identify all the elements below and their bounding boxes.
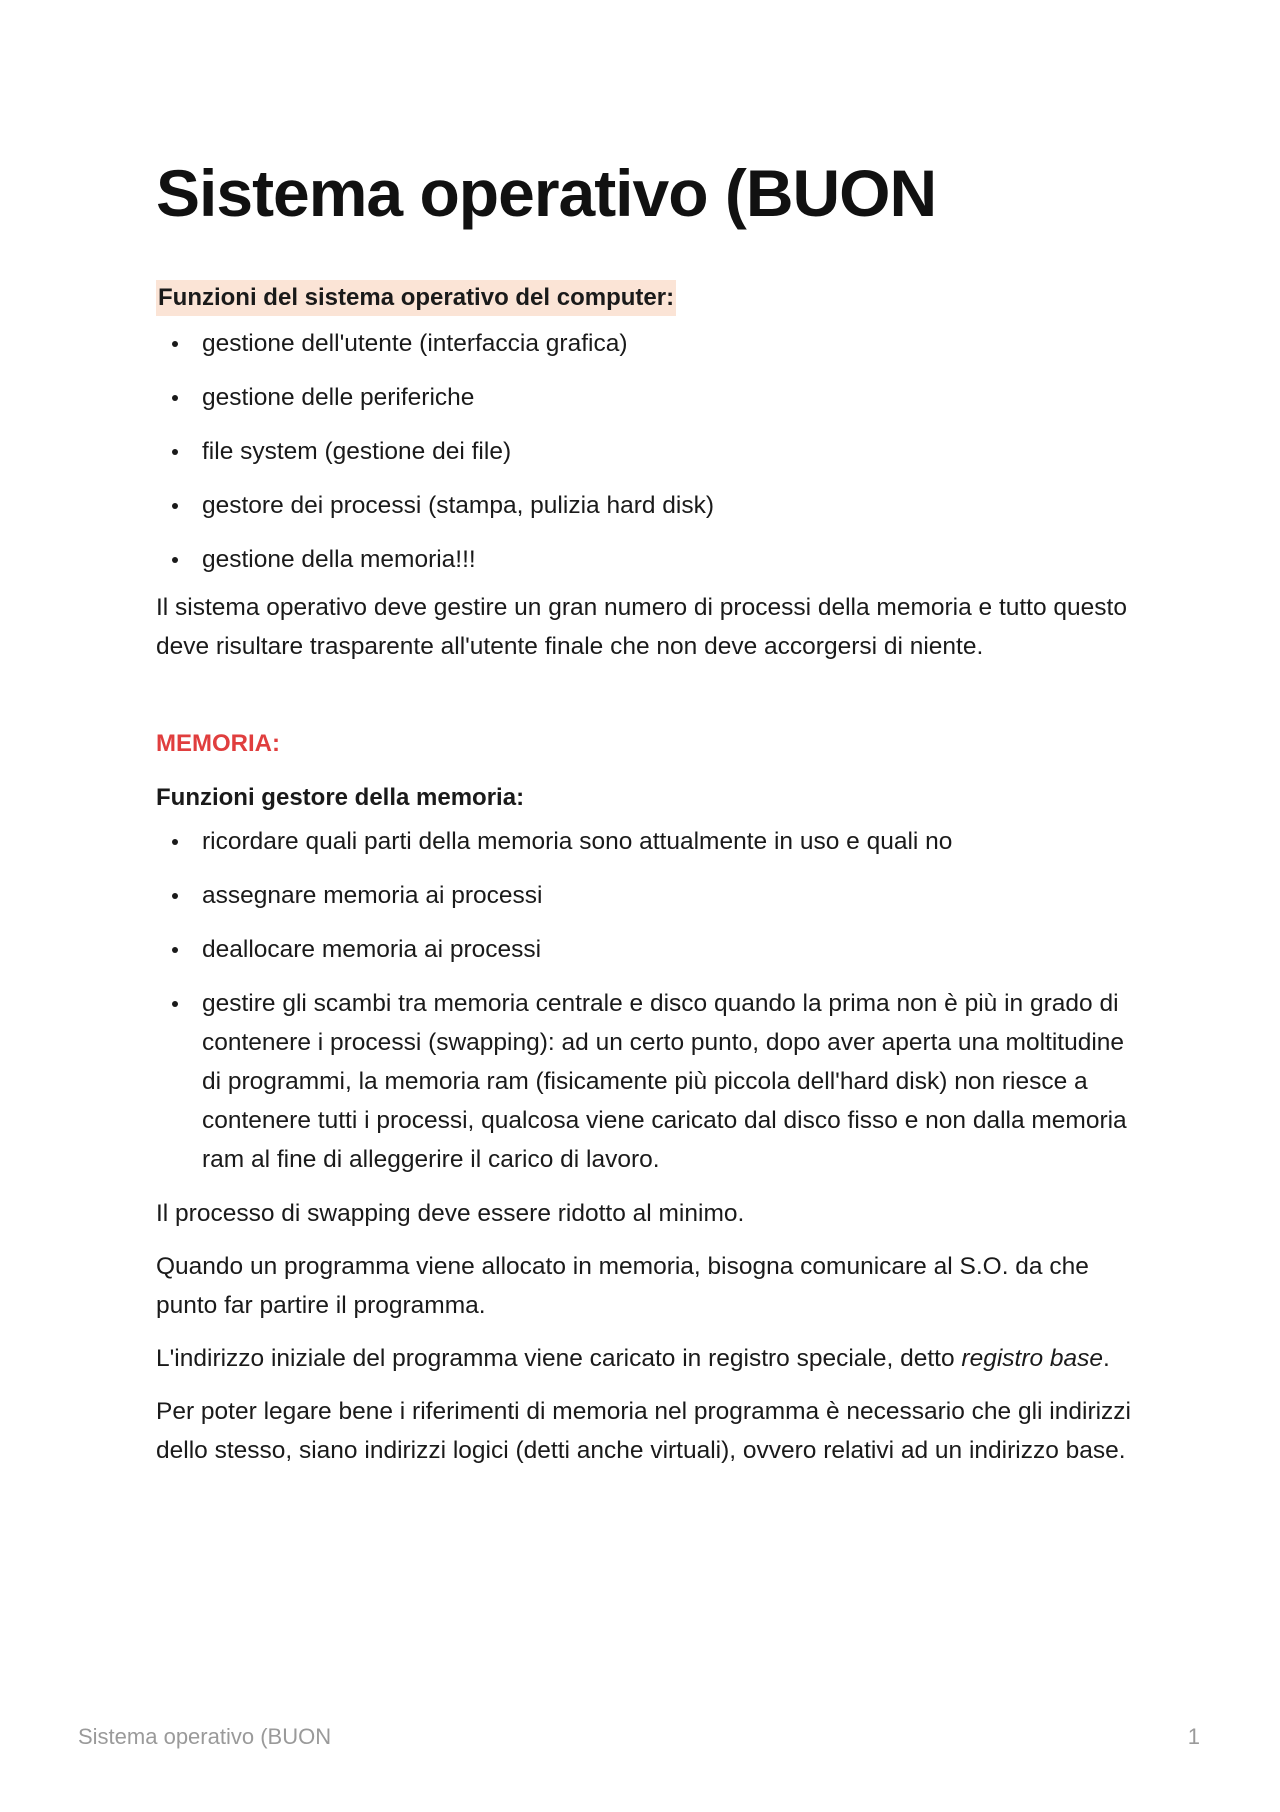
list-item: file system (gestione dei file) xyxy=(202,432,1136,471)
memory-functions-heading: Funzioni gestore della memoria: xyxy=(156,784,525,811)
document-page xyxy=(156,150,1136,1484)
page-title: Sistema operativo (BUON xyxy=(156,156,937,230)
list-item: gestione della memoria!!! xyxy=(202,540,1136,579)
intro-paragraph: Il sistema operativo deve gestire un gran numero di processi della memoria e tutto questo deve risultare trasparente all'utente finale che non deve accorgersi di niente. xyxy=(156,594,1127,660)
base-register-term: registro base xyxy=(961,1345,1104,1372)
memory-functions-list xyxy=(156,822,1136,1179)
footer-title: Sistema operativo (BUON xyxy=(78,1724,332,1749)
list-item: deallocare memoria ai processi xyxy=(202,930,1136,969)
list-item: gestione dell'utente (interfaccia grafica) xyxy=(202,324,1136,363)
base-register-end: . xyxy=(1103,1345,1110,1372)
footer-page-number: 1 xyxy=(1187,1724,1200,1749)
logical-address-paragraph: Per poter legare bene i riferimenti di memoria nel programma è necessario che gli indirizzi dello stesso, siano indirizzi logici (detti anche virtuali), ovvero relativi ad un indirizzo base. xyxy=(156,1398,1131,1464)
allocation-paragraph: Quando un programma viene allocato in memoria, bisogna comunicare al S.O. da che punto far partire il programma. xyxy=(156,1253,1089,1319)
section-heading-functions: Funzioni del sistema operativo del computer: xyxy=(156,280,676,316)
list-item: gestore dei processi (stampa, pulizia hard disk) xyxy=(202,486,1136,525)
list-item: assegnare memoria ai processi xyxy=(202,876,1136,915)
base-register-text: L'indirizzo iniziale del programma viene caricato in registro speciale, detto xyxy=(156,1345,962,1372)
memoria-title: MEMORIA: xyxy=(156,730,280,757)
swapping-paragraph: Il processo di swapping deve essere ridotto al minimo. xyxy=(156,1200,745,1227)
list-item: ricordare quali parti della memoria sono attualmente in uso e quali no xyxy=(202,822,1136,861)
functions-list xyxy=(156,324,1136,579)
base-register-paragraph xyxy=(156,1339,1136,1378)
list-item: gestione delle periferiche xyxy=(202,378,1136,417)
list-item: gestire gli scambi tra memoria centrale e disco quando la prima non è più in grado di contenere i processi (swapping): ad un certo punto, dopo aver aperta una moltitudine di programmi, la memoria ram (fisicamente più piccola dell'hard disk) non riesce a contenere tutti i processi, qualcosa viene caricato dal disco fisso e non dalla memoria ram al fine di alleggerire il carico di lavoro. xyxy=(202,984,1136,1179)
